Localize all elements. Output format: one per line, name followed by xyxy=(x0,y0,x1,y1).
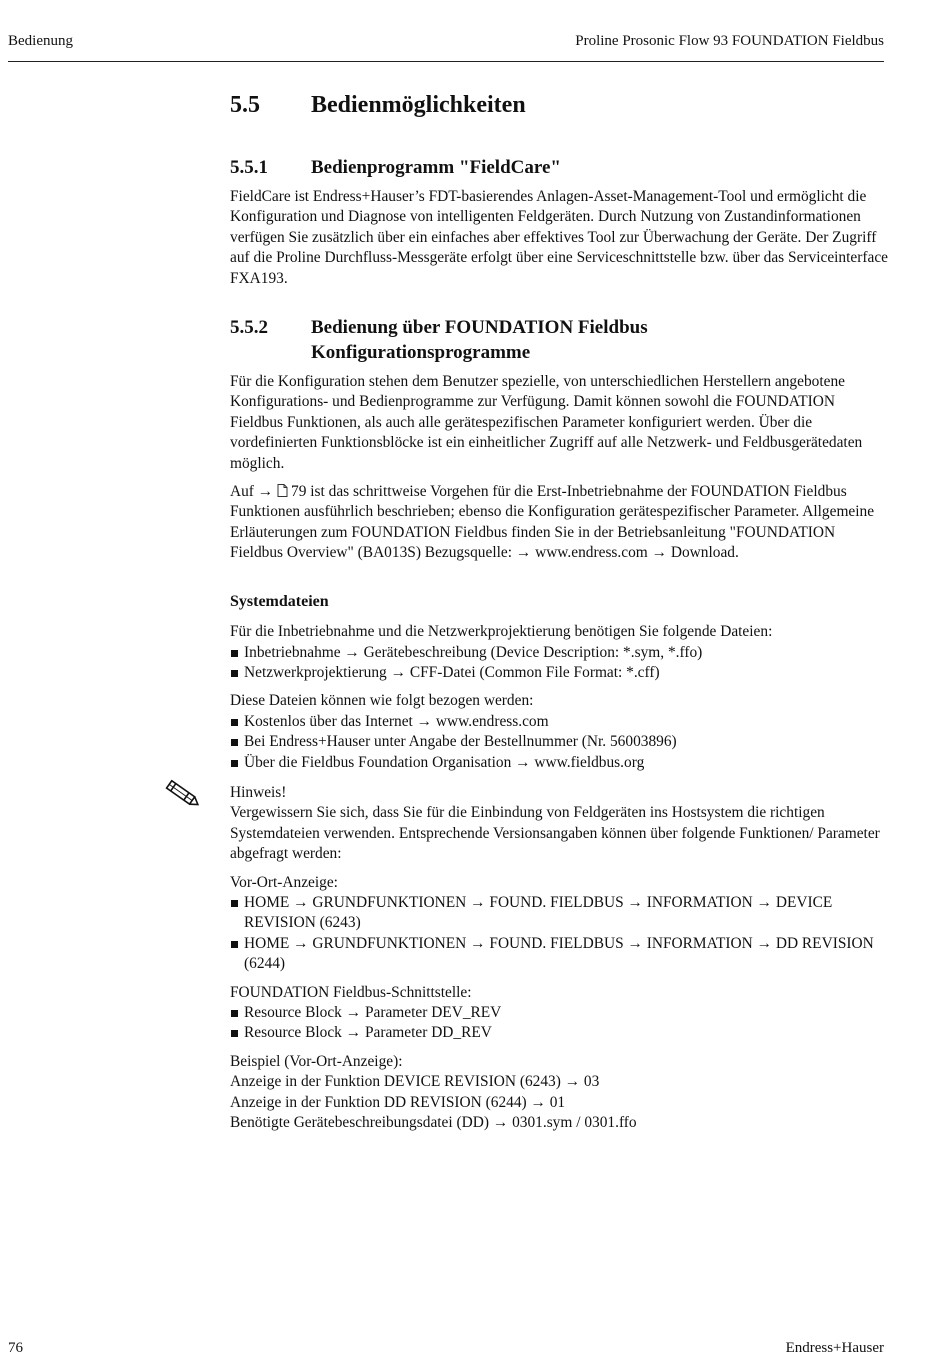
list-item-text: Über die Fieldbus Foundation Organisation → www.fieldbus.org xyxy=(244,753,645,771)
example-line: Anzeige in der Funktion DEVICE REVISION (6243) → 03 xyxy=(230,1073,600,1091)
footer-brand: Endress+Hauser xyxy=(785,1340,884,1356)
bullet-icon xyxy=(231,1030,238,1037)
example-line: Anzeige in der Funktion DD REVISION (6244) → 01 xyxy=(230,1093,566,1111)
systemdateien-intro: Für die Inbetriebnahme und die Netzwerkprojektierung benötigen Sie folgende Dateien: xyxy=(230,623,773,641)
note-block xyxy=(230,783,890,1134)
note-text: Vergewissern Sie sich, dass Sie für die Einbindung von Feldgeräten ins Hostsystem die richtigen Systemdateien verwenden. Entsprechende Versionsangaben können über folgende Funktionen/ Parameter abgefragt werden: xyxy=(230,804,880,863)
list-item-text: Resource Block → Parameter DEV_REV xyxy=(244,1004,502,1021)
list-item-text: Inbetriebnahme → Gerätebeschreibung (Device Description: *.sym, *.ffo) xyxy=(244,643,703,661)
sources-list xyxy=(230,712,890,773)
example-line: Benötigte Gerätebeschreibungsdatei (DD) → 0301.sym / 0301.ffo xyxy=(230,1114,637,1132)
ff-interface-label: FOUNDATION Fieldbus-Schnittstelle: xyxy=(230,983,472,1001)
list-item xyxy=(230,732,890,752)
bullet-icon xyxy=(231,739,238,746)
bullet-icon xyxy=(231,650,238,657)
section-5-5-2 xyxy=(230,315,890,564)
local-display-list xyxy=(230,893,890,975)
list-item-text: HOME → GRUNDFUNKTIONEN → FOUND. FIELDBUS → INFORMATION → DD REVISION (6244) xyxy=(244,934,874,973)
example-label: Beispiel (Vor-Ort-Anzeige): xyxy=(230,1052,403,1070)
note-title: Hinweis! xyxy=(230,783,287,801)
page-content xyxy=(230,92,890,1133)
list-item xyxy=(230,663,890,683)
list-item xyxy=(230,753,890,773)
section-number: 5.5 xyxy=(230,92,260,118)
bullet-icon xyxy=(231,760,238,767)
list-item xyxy=(230,934,890,975)
header-section: Bedienung xyxy=(8,33,73,49)
list-item-text: Resource Block → Parameter DD_REV xyxy=(244,1024,492,1042)
list-item xyxy=(230,712,890,732)
bullet-icon xyxy=(231,1010,238,1017)
section-5-5-1-heading xyxy=(230,155,890,180)
ff-interface-list xyxy=(230,1003,890,1044)
bullet-icon xyxy=(231,670,238,677)
page-reference-icon xyxy=(277,484,288,497)
section-5-5-2-heading xyxy=(230,315,890,365)
section-title-line-1: Bedienung über FOUNDATION Fieldbus xyxy=(311,317,648,339)
pencil-note-icon xyxy=(160,779,204,809)
page-number: 76 xyxy=(8,1340,23,1356)
list-item xyxy=(230,643,890,663)
bullet-icon xyxy=(231,941,238,948)
list-item xyxy=(230,1023,890,1043)
systemdateien-heading: Systemdateien xyxy=(230,592,329,610)
bullet-icon xyxy=(231,719,238,726)
section-5-5-heading xyxy=(230,92,890,127)
bullet-icon xyxy=(231,900,238,907)
reference-text: ist das schrittweise Vorgehen für die Erst-Inbetriebnahme der FOUNDATION Fieldbus Funktionen ausführlich beschrieben; ebenso die Konfiguration gerätespezifischer Parameter. Allgemeine Erläuterungen zum FOUNDATION Fieldbus finden Sie in der Betriebsanleitung "FOUNDATION Fieldbus Overview" (BA013S) Bezugsquelle: → www.endress.com → Download. xyxy=(230,483,875,562)
section-number: 5.5.1 xyxy=(230,157,268,178)
section-title: Bedienprogramm "FieldCare" xyxy=(311,157,561,178)
reference-page-number[interactable]: 79 xyxy=(291,483,307,501)
list-item-text: Netzwerkprojektierung → CFF-Datei (Common File Format: *.cff) xyxy=(244,663,660,681)
section-title-line-2: Konfigurationsprogramme xyxy=(311,342,531,364)
section-title: Bedienmöglichkeiten xyxy=(311,92,526,118)
list-item xyxy=(230,1003,890,1023)
list-item-text: Kostenlos über das Internet → www.endress.com xyxy=(244,712,549,730)
fieldcare-paragraph: FieldCare ist Endress+Hauser’s FDT-basierendes Anlagen-Asset-Management-Tool und ermöglicht die Konfiguration und Diagnose von intelligenten Feldgeräten. Durch Nutzung von Zustandinformationen verfügen Sie zusätzlich über ein einfaches aber effektives Tool zur Überwachung der Geräte. Der Zugriff auf die Proline Durchfluss-Messgeräte erfolgt über eine Serviceschnittstelle bzw. über das Serviceinterface FXA193. xyxy=(230,188,888,287)
local-display-label: Vor-Ort-Anzeige: xyxy=(230,873,338,891)
section-number: 5.5.2 xyxy=(230,317,268,339)
header-product: Proline Prosonic Flow 93 FOUNDATION Fieldbus xyxy=(575,33,884,49)
config-programs-paragraph: Für die Konfiguration stehen dem Benutzer spezielle, von unterschiedlichen Herstellern angebotene Konfigurations- und Bedienprogramme zur Verfügung. Damit können sowohl die FOUNDATION Fieldbus Funktionen, als auch alle gerätespezifischen Parameter konfiguriert werden. Über die vordefinierten Funktionsblöcke ist ein einheitlicher Zugriff auf alle Netzwerk- und Feldbusgerätedaten möglich. xyxy=(230,373,863,472)
list-item xyxy=(230,893,890,934)
files-list xyxy=(230,643,890,684)
page-header xyxy=(8,31,884,62)
section-5-5-1 xyxy=(230,155,890,289)
sources-intro: Diese Dateien können wie folgt bezogen werden: xyxy=(230,692,534,710)
commissioning-reference-paragraph xyxy=(230,482,890,564)
reference-prefix: Auf → xyxy=(230,483,278,501)
list-item-text: Bei Endress+Hauser unter Angabe der Bestellnummer (Nr. 56003896) xyxy=(244,733,677,751)
list-item-text: HOME → GRUNDFUNKTIONEN → FOUND. FIELDBUS → INFORMATION → DEVICE REVISION (6243) xyxy=(244,893,833,932)
